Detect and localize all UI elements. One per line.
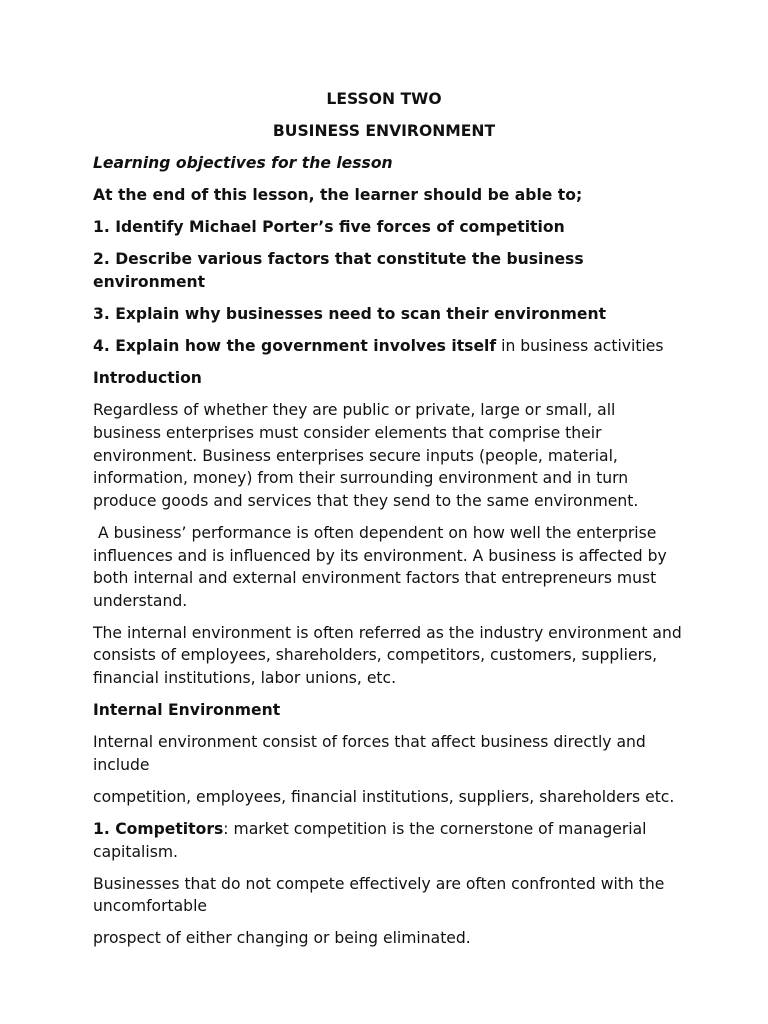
objective-item: 3. Explain why businesses need to scan their environment bbox=[93, 305, 607, 324]
competitors-paragraph bbox=[93, 818, 683, 863]
objective-item: 2. Describe various factors that constitute the business environment bbox=[93, 250, 584, 292]
internal-paragraph: Internal environment consist of forces that affect business directly and include bbox=[93, 733, 646, 774]
internal-environment-heading: Internal Environment bbox=[93, 701, 281, 720]
document-page bbox=[93, 88, 683, 959]
objective-4-bold: 4. Explain how the government involves itself bbox=[93, 337, 497, 356]
objectives-intro: At the end of this lesson, the learner should be able to; bbox=[93, 186, 583, 205]
objective-item: 1. Identify Michael Porter’s five forces of competition bbox=[93, 218, 565, 237]
objective-4-rest: in business activities bbox=[496, 337, 664, 356]
internal-paragraph: competition, employees, financial institutions, suppliers, shareholders etc. bbox=[93, 787, 675, 806]
intro-paragraph: A business’ performance is often dependent on how well the enterprise influences and is influenced by its environment. A business is affected by both internal and external environment factors that entrepreneurs must understand. bbox=[93, 523, 672, 610]
lesson-title: LESSON TWO bbox=[326, 90, 442, 108]
introduction-heading: Introduction bbox=[93, 369, 202, 388]
compete-paragraph: Businesses that do not compete effectively are often confronted with the uncomfortable bbox=[93, 874, 665, 916]
competitors-label: 1. Competitors bbox=[93, 819, 224, 838]
subject-title: BUSINESS ENVIRONMENT bbox=[272, 122, 496, 141]
intro-paragraph: The internal environment is often referred as the industry environment and consists of employees, shareholders, competitors, customers, suppliers, financial institutions, labor unions, etc. bbox=[93, 623, 682, 687]
objective-item-4 bbox=[93, 335, 683, 358]
compete-paragraph: prospect of either changing or being eliminated. bbox=[93, 929, 471, 948]
objectives-heading: Learning objectives for the lesson bbox=[93, 154, 393, 173]
competitors-text: : market competition is the cornerstone of managerial capitalism. bbox=[93, 819, 647, 861]
intro-paragraph: Regardless of whether they are public or private, large or small, all business enterprises must consider elements that comprise their environment. Business enterprises secure inputs (people, material, information, money) from their surrounding environment and in turn produce goods and services that they send to the same environment. bbox=[93, 401, 639, 510]
